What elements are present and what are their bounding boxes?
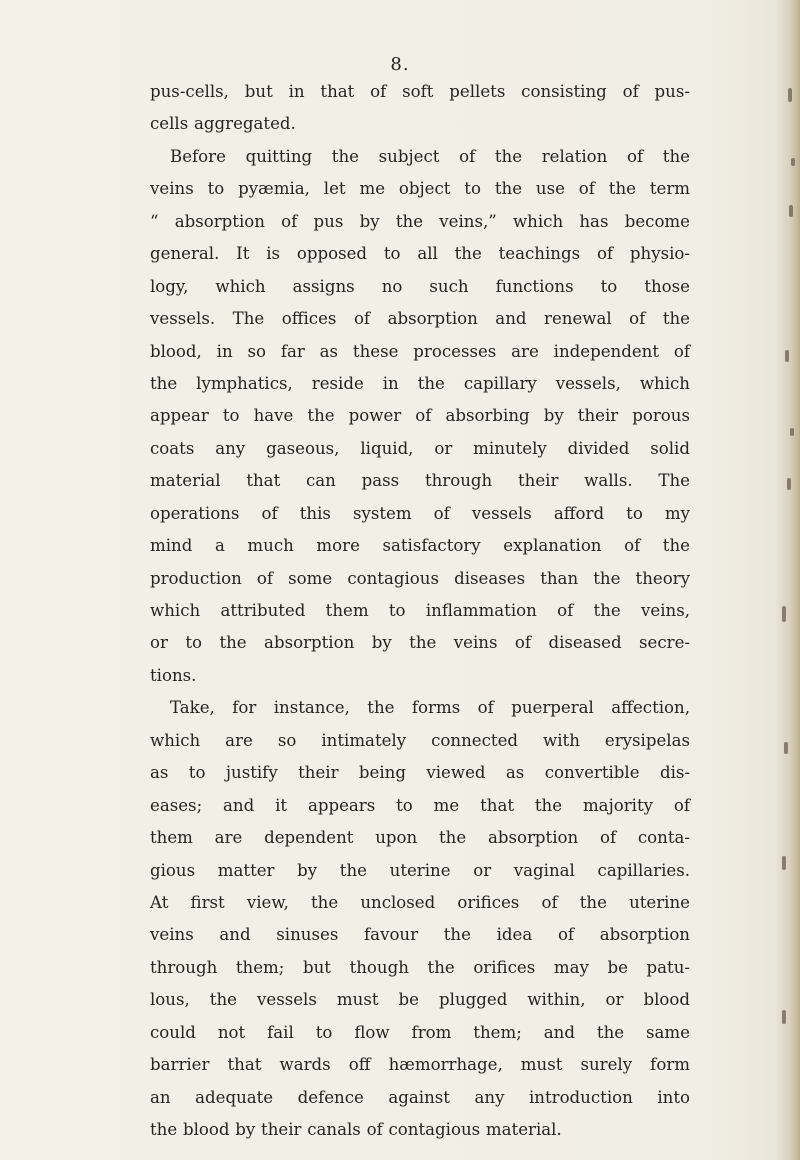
ink-bleed-mark: [782, 1010, 786, 1024]
text-line: the lymphatics, reside in the capillary vessels, which: [150, 373, 690, 393]
text-line: gious matter by the uterine or vaginal capillaries.: [150, 860, 690, 880]
text-line: Take, for instance, the forms of puerperal affection,: [170, 698, 690, 718]
ink-bleed-mark: [790, 428, 794, 436]
text-line: material that can pass through their walls. The: [150, 471, 690, 491]
text-line: pus-cells, but in that of soft pellets consisting of pus-: [150, 82, 690, 101]
text-line: as to justify their being viewed as convertible dis-: [150, 763, 690, 783]
text-line: the blood by their canals of contagious material.: [150, 1120, 562, 1139]
ink-bleed-mark: [788, 88, 792, 102]
text-line: veins to pyæmia, let me object to the use of the term: [150, 179, 690, 199]
ink-bleed-mark: [791, 158, 795, 166]
text-line: eases; and it appears to me that the majority of: [150, 795, 690, 815]
text-line: or to the absorption by the veins of diseased secre-: [150, 633, 690, 653]
text-line: veins and sinuses favour the idea of absorption: [150, 925, 690, 945]
ink-bleed-mark: [789, 205, 793, 217]
ink-bleed-mark: [784, 742, 788, 754]
text-line: general. It is opposed to all the teachings of physio-: [150, 244, 690, 264]
text-line: logy, which assigns no such functions to those: [150, 276, 690, 296]
text-line: barrier that wards off hæmorrhage, must surely form: [150, 1055, 690, 1075]
text-line: them are dependent upon the absorption of conta-: [150, 828, 690, 848]
text-line: “ absorption of pus by the veins,” which has become: [150, 211, 690, 231]
ink-bleed-mark: [782, 606, 786, 622]
text-line: vessels. The offices of absorption and renewal of the: [150, 309, 690, 329]
text-line: tions.: [150, 665, 197, 685]
text-line: could not fail to flow from them; and the same: [150, 1022, 690, 1042]
text-line: At first view, the unclosed orifices of the uterine: [150, 892, 690, 912]
text-line: lous, the vessels must be plugged within, or blood: [150, 990, 690, 1010]
body-text: [150, 76, 690, 1146]
text-line: through them; but though the orifices may be patu-: [150, 957, 690, 977]
ink-bleed-mark: [787, 478, 791, 490]
text-line: an adequate defence against any introduction into: [150, 1087, 690, 1107]
page-number: 8.: [390, 54, 410, 75]
text-line: production of some contagious diseases than the theory: [150, 568, 690, 588]
text-line: mind a much more satisfactory explanation of the: [150, 536, 690, 556]
text-line: coats any gaseous, liquid, or minutely divided solid: [150, 438, 690, 458]
text-line: cells aggregated.: [150, 114, 296, 134]
ink-bleed-mark: [782, 856, 786, 870]
text-line: operations of this system of vessels afford to my: [150, 503, 690, 523]
text-line: which are so intimately connected with erysipelas: [150, 730, 690, 750]
text-line: Before quitting the subject of the relation of the: [170, 146, 690, 166]
ink-bleed-mark: [785, 350, 789, 362]
text-line: blood, in so far as these processes are independent of: [150, 341, 690, 361]
text-line: appear to have the power of absorbing by their porous: [150, 406, 690, 426]
binding-edge: [776, 0, 800, 1160]
text-line: which attributed them to inflammation of the veins,: [150, 601, 690, 620]
